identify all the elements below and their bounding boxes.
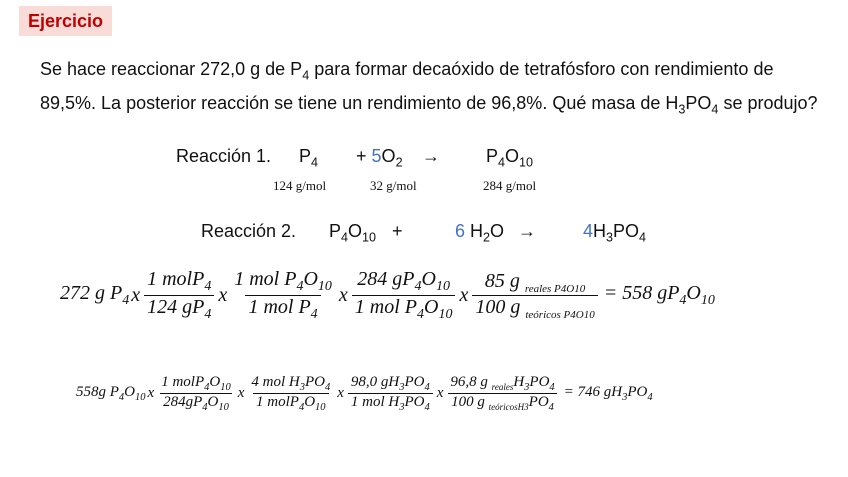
eq2-factor-4: $\frac{96,8 g _{reales}H_3PO_4}{100 g _{teóricosH3}PO_4}$	[447, 374, 557, 413]
problem-statement: Se hace reaccionar 272,0 g de $P_4$ para formar decaóxido de tetrafósforo con rendimiento de 89,5%. La posterior reacción se tiene un rendimiento de 96,8%. Qué masa de $H_3PO_4$ se produjo?	[40, 59, 818, 117]
reaction1-label: Reacción 1.	[176, 146, 272, 166]
reaction1-arrow: →	[422, 146, 440, 166]
reaction2-reactant1: $P_4O_{10}$	[329, 221, 377, 245]
equation-1: 272 g $P_4$ x $\frac{1 molP_4}{124 gP_4}$ x $\frac{1 mol P_4O_{10}}{1 mol P_4}$ x $\frac{284 gP_4O_{10}}{1 mol P_4O_{10}}$ x $\frac{85 g _{reales P4O10}}{100 g _{teóricos P4O10}}$ = 558 $gP_4O_{10}$	[60, 268, 715, 322]
title-box	[19, 6, 112, 36]
reaction2-label: Reacción 2.	[201, 221, 297, 241]
eq1-factor-4: $\frac{85 g _{reales P4O10}}{100 g _{teóricos P4O10}}$	[472, 270, 597, 321]
equation-2: 558g $P_4O_{10}$ x $\frac{1 molP_4O_{10}}{284gP_4O_{10}}$ x $\frac{4 mol H_3PO_4}{1 molP_4O_{10}}$ x $\frac{98,0 gH_3PO_4}{1 mol H_3PO_4}$ x $\frac{96,8 g _{reales}H_3PO_4}{100 g _{teóricosH3}PO_4}$ = 746 $gH_3PO_4$	[76, 374, 653, 413]
reaction2-product: $4H_3PO_4$	[583, 221, 647, 245]
reaction1-reactant1: $P_4$	[299, 146, 319, 170]
eq2-start: 558g $P_4O_{10}$	[76, 384, 146, 403]
reaction2-reactant2: 6 $H_2O$	[455, 221, 505, 245]
eq2-result: = 746 $gH_3PO_4$	[563, 384, 653, 403]
eq1-factor-3: $\frac{284 gP_4O_{10}}{1 mol P_4O_{10}}$	[352, 268, 456, 323]
reaction1-product: $P_4O_{10}$	[486, 146, 534, 170]
reaction2-arrow: →	[518, 221, 536, 241]
molar-mass-p4: 124 g/mol	[273, 178, 327, 193]
eq1-result: = 558 $gP_4O_{10}$	[603, 282, 715, 308]
molar-mass-p4o10: 284 g/mol	[483, 178, 537, 193]
eq1-start: 272 g $P_4$	[60, 282, 130, 308]
title: Ejercicio	[27, 10, 104, 31]
molar-mass-o2: 32 g/mol	[370, 178, 417, 193]
eq2-factor-1: $\frac{1 molP_4O_{10}}{284gP_4O_{10}}$	[161, 374, 231, 413]
reaction1-reactant2: + $5O_2$	[356, 146, 403, 170]
eq1-factor-2: $\frac{1 mol P_4O_{10}}{1 mol P_4}$	[234, 268, 332, 322]
eq1-factor-1: $\frac{1 molP_4}{124 gP_4}$	[144, 268, 214, 323]
eq2-factor-3: $\frac{98,0 gH_3PO_4}{1 mol H_3PO_4}$	[348, 374, 433, 413]
eq2-factor-2: $\frac{4 mol H_3PO_4}{1 molP_4O_{10}}$	[251, 374, 331, 413]
reaction2-plus: +	[392, 221, 403, 241]
